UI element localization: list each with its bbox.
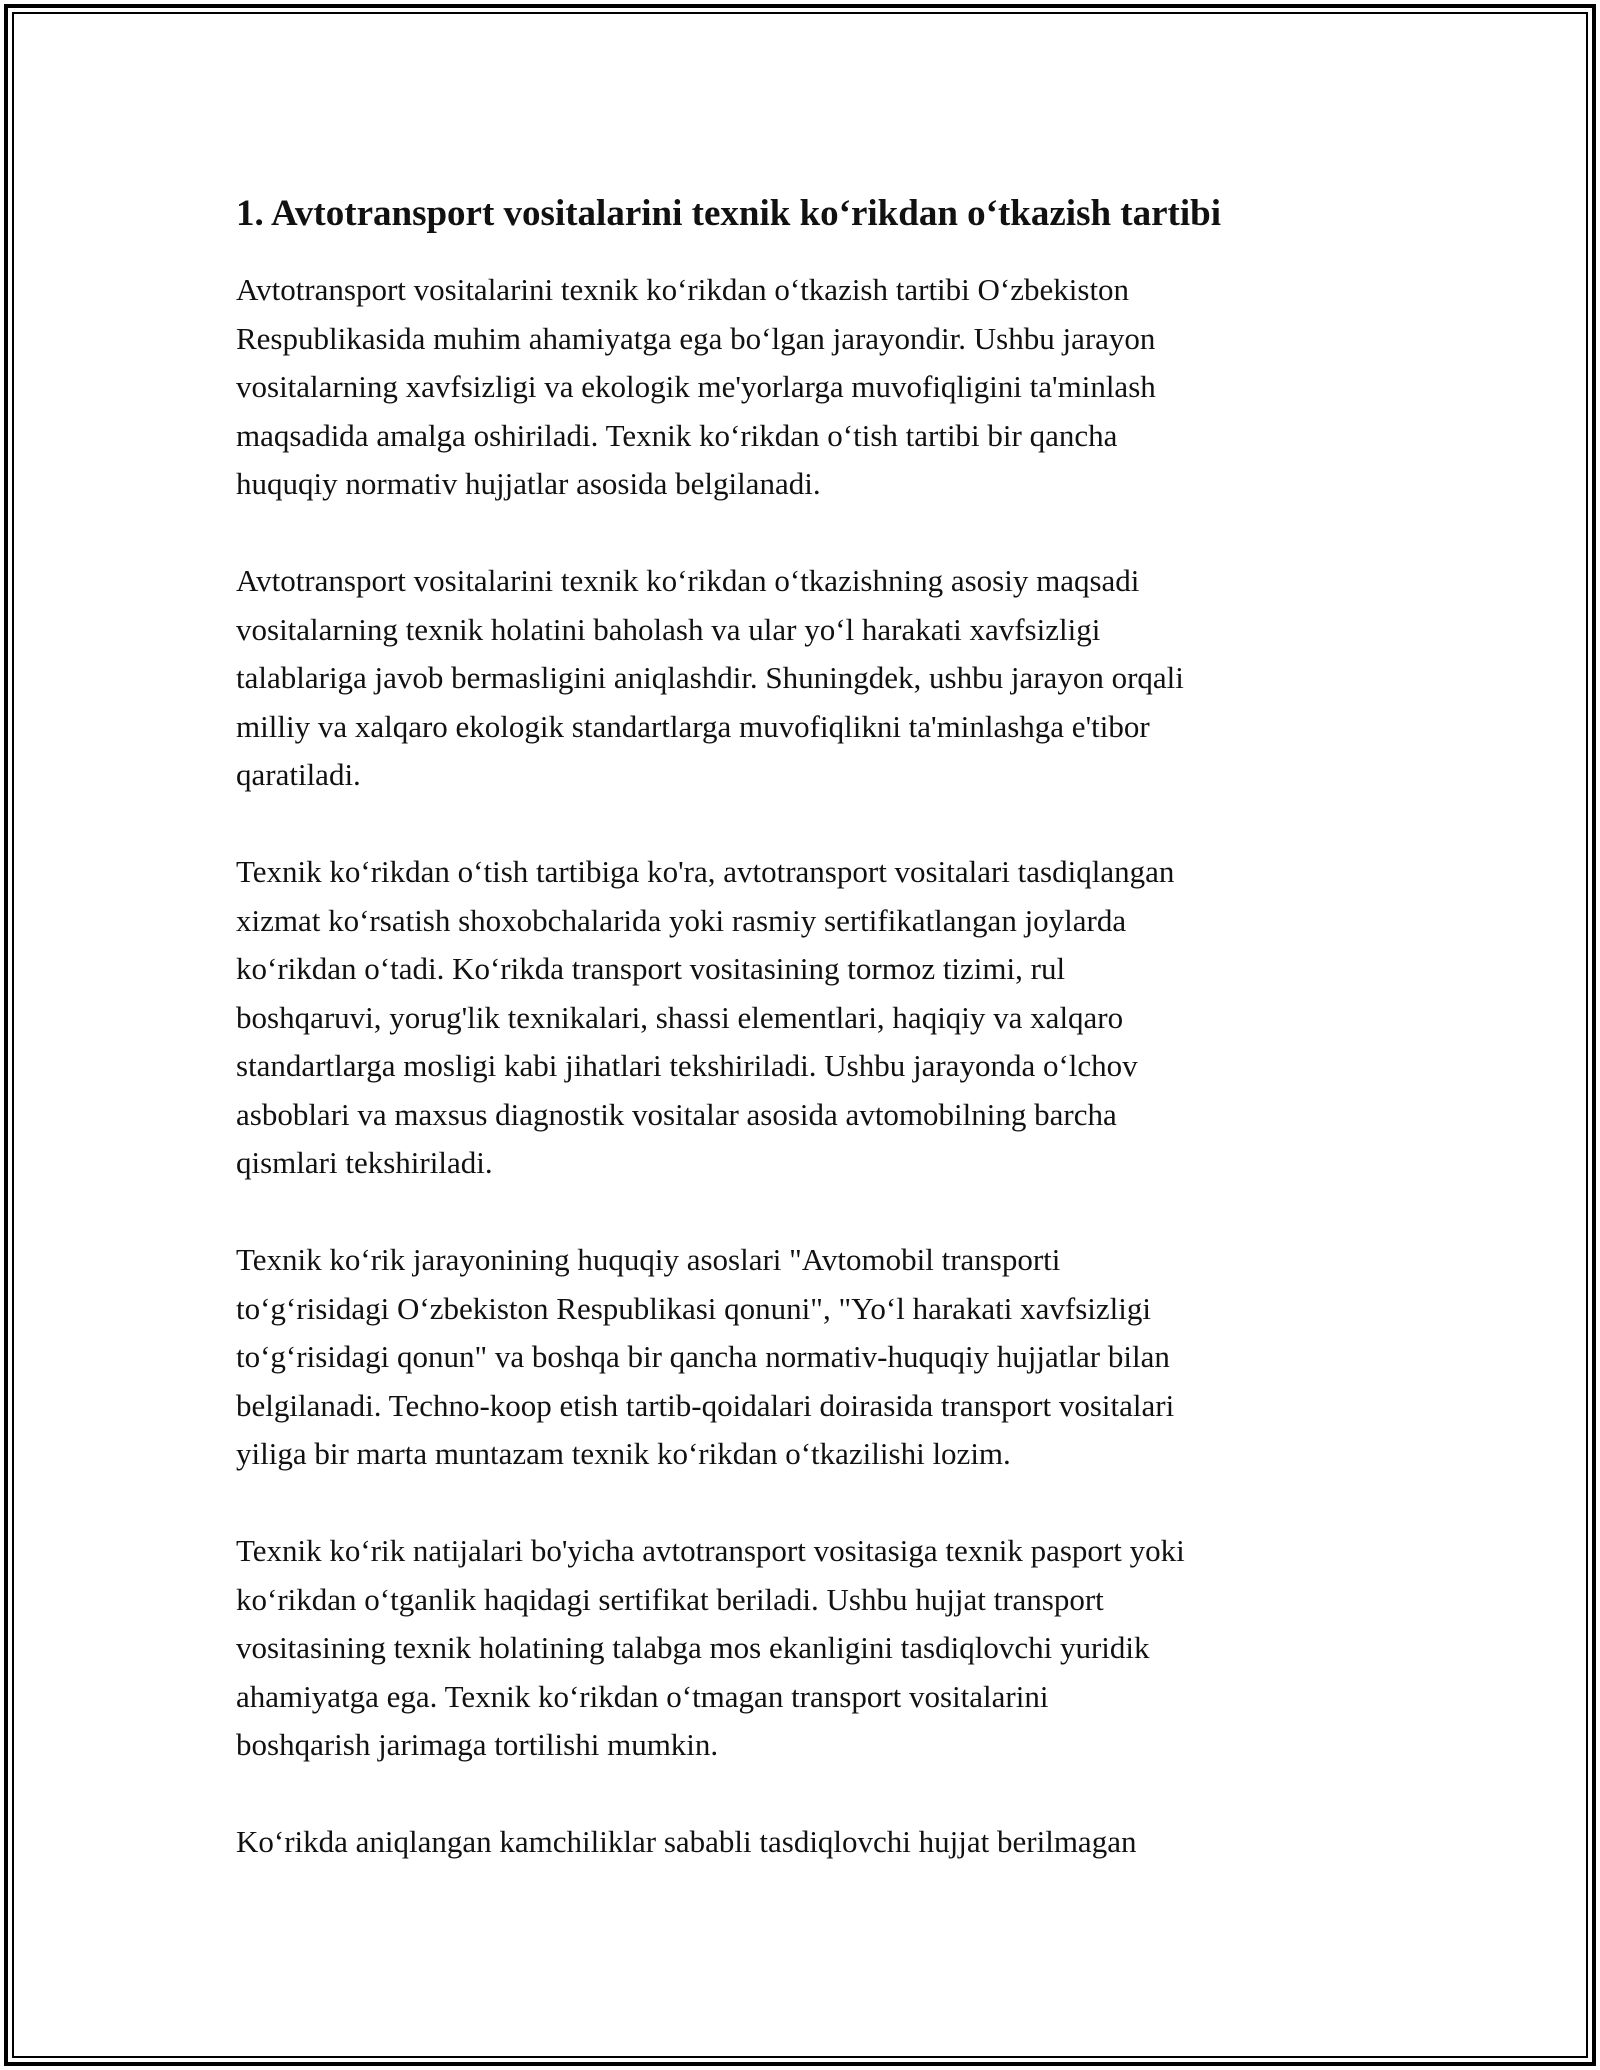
- paragraph-line: to‘g‘risidagi O‘zbekiston Respublikasi qonuni", "Yo‘l harakati xavfsizligi: [236, 1290, 1151, 1326]
- paragraph-line: milliy va xalqaro ekologik standartlarga muvofiqlikni ta'minlashga e'tibor: [236, 708, 1150, 744]
- paragraph-line: standartlarga mosligi kabi jihatlari tekshiriladi. Ushbu jarayonda o‘lchov: [236, 1048, 1138, 1083]
- paragraph-5: [236, 1527, 1386, 1770]
- paragraph-2: [236, 557, 1386, 800]
- paragraph-line: vositalarning texnik holatini baholash va ular yo‘l harakati xavfsizligi: [236, 611, 1101, 647]
- paragraph-line: Respublikasida muhim ahamiyatga ega bo‘lgan jarayondir. Ushbu jarayon: [236, 320, 1156, 356]
- paragraph-line: talablariga javob bermasligini aniqlashdir. Shuningdek, ushbu jarayon orqali: [236, 660, 1184, 695]
- paragraph-line: Avtotransport vositalarini texnik ko‘rikdan o‘tkazish tartibi O‘zbekiston: [236, 272, 1130, 307]
- paragraph-line: boshqarish jarimaga tortilishi mumkin.: [236, 1727, 719, 1762]
- paragraph-4: [236, 1236, 1386, 1479]
- document-body: [236, 186, 1386, 1915]
- paragraph-line: asboblari va maxsus diagnostik vositalar asosida avtomobilning barcha: [236, 1096, 1117, 1132]
- paragraph-line: Ko‘rikda aniqlangan kamchiliklar sababli tasdiqlovchi hujjat berilmagan: [236, 1824, 1137, 1859]
- paragraph-line: Texnik ko‘rikdan o‘tish tartibiga ko'ra, avtotransport vositalari tasdiqlangan: [236, 854, 1175, 889]
- paragraph-line: qismlari tekshiriladi.: [236, 1145, 493, 1180]
- paragraph-line: to‘g‘risidagi qonun" va boshqa bir qancha normativ-huquqiy hujjatlar bilan: [236, 1339, 1170, 1374]
- paragraph-line: xizmat ko‘rsatish shoxobchalarida yoki rasmiy sertifikatlangan joylarda: [236, 902, 1127, 938]
- paragraph-line: qaratiladi.: [236, 757, 361, 792]
- paragraph-line: belgilanadi. Techno-koop etish tartib-qoidalari doirasida transport vositalari: [236, 1387, 1175, 1423]
- paragraph-line: boshqaruvi, yorug'lik texnikalari, shassi elementlari, haqiqiy va xalqaro: [236, 999, 1124, 1035]
- paragraph-6: [236, 1818, 1386, 1867]
- paragraph-line: maqsadida amalga oshiriladi. Texnik ko‘rikdan o‘tish tartibi bir qancha: [236, 417, 1118, 453]
- paragraph-3: [236, 848, 1386, 1188]
- paragraph-line: Texnik ko‘rik jarayonining huquqiy asoslari "Avtomobil transporti: [236, 1242, 1061, 1277]
- document-title: 1. Avtotransport vositalarini texnik ko‘rikdan o‘tkazish tartibi: [236, 193, 1221, 234]
- paragraph-line: ko‘rikdan o‘tganlik haqidagi sertifikat beriladi. Ushbu hujjat transport: [236, 1581, 1104, 1617]
- paragraph-line: huquqiy normativ hujjatlar asosida belgilanadi.: [236, 466, 821, 501]
- paragraph-line: vositalarning xavfsizligi va ekologik me'yorlarga muvofiqligini ta'minlash: [236, 369, 1156, 404]
- paragraph-line: ko‘rikdan o‘tadi. Ko‘rikda transport vositasining tormoz tizimi, rul: [236, 951, 1066, 986]
- paragraph-line: vositasining texnik holatining talabga mos ekanligini tasdiqlovchi yuridik: [236, 1630, 1150, 1665]
- paragraph-line: Texnik ko‘rik natijalari bo'yicha avtotransport vositasiga texnik pasport yoki: [236, 1533, 1185, 1568]
- paragraph-1: [236, 266, 1386, 509]
- paragraph-line: yiliga bir marta muntazam texnik ko‘rikdan o‘tkazilishi lozim.: [236, 1436, 1011, 1471]
- paragraph-line: Avtotransport vositalarini texnik ko‘rikdan o‘tkazishning asosiy maqsadi: [236, 563, 1140, 598]
- paragraph-line: ahamiyatga ega. Texnik ko‘rikdan o‘tmagan transport vositalarini: [236, 1678, 1049, 1714]
